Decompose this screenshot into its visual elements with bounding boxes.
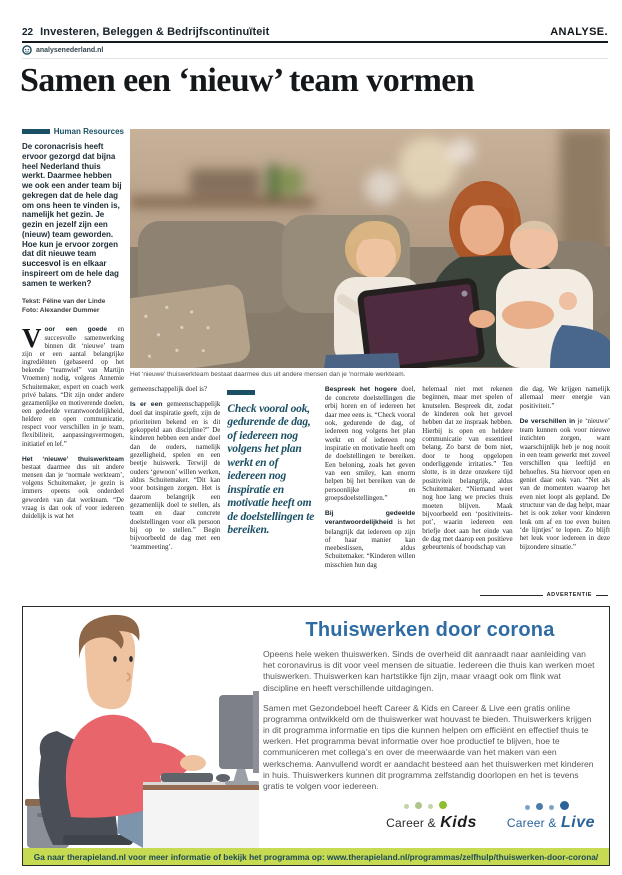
edition-label: ANALYSE. bbox=[550, 26, 608, 38]
intro-text: De coronacrisis heeft ervoor gezorgd dat bijna heel Nederland thuis werkt. Daarmee hebben we ook een ander team bij gekregen dat de hele dag om ons heen te vinden is, namelijk het gezin. Je gezin en jezelf zijn een (nieuw) team geworden. Hoe kun je ervoor zorgen dat dit nieuwe team bbox=[22, 142, 122, 259]
live-logo-dots bbox=[525, 801, 569, 810]
advert-label bbox=[480, 592, 608, 598]
advert-rule-left bbox=[480, 595, 543, 596]
paragraph-text: is het belangrijk dat iedereen op zijn of haar manier kan meebeslissen, aldus Schuitemaker. “Kinderen willen misschien hun dag bbox=[324, 518, 416, 569]
paragraph-text: bestaat daarmee dus uit andere mensen dan je ‘normale werkteam’, volgens Schuitemaker, je gezin is immers opeens ook onderdeel geworden van dat werkteam. “De vraag is dan ook of voor iedereen duidelijk is wat het bbox=[22, 463, 124, 520]
intro-column bbox=[22, 127, 124, 595]
site-url: analysenederland.nl bbox=[36, 46, 104, 54]
column-1 bbox=[130, 385, 220, 591]
advert-label-text: ADVERTENTIE bbox=[546, 592, 592, 598]
column-4 bbox=[520, 385, 610, 591]
kicker-bar bbox=[22, 129, 50, 134]
advert-rule-right bbox=[596, 595, 608, 596]
logo-text-prefix: Career & bbox=[386, 816, 436, 831]
text-credit: Tekst: Féline van der Linde bbox=[22, 298, 106, 306]
site-row bbox=[22, 45, 103, 55]
section-title: Investeren, Beleggen & Bedrijfscontinuïteit bbox=[40, 26, 270, 38]
column-2 bbox=[325, 385, 415, 591]
body-paragraph bbox=[22, 456, 124, 521]
paragraph-text: die dag. We krijgen namelijk allemaal meer energie van positiviteit.” bbox=[519, 385, 610, 410]
career-and-kids-logo bbox=[386, 801, 477, 832]
paragraph-lead: De verschillen in bbox=[519, 417, 576, 425]
paragraph-text: gemeenschappelijk doel is? bbox=[130, 385, 207, 393]
paragraph-text: gemeenschappelijk doel dat inspiratie geeft, zijn de prioriteiten bekend en is dit gekoppeld aan discipline?” De kinderen hebben een ander doel dan de ouders, namelijk gezelligheid, spelen en een beetje huiswerk. Terwijl de ouders ‘gewoon’ willen werken, aldus Schuitemaker. “Dit kan voor botsingen zorgen. Het is daarom belangrijk een gezamenlijk doel te stellen, als team en daar concrete doelstellingen voor elk persoon bij op te stellen.” Begin bijvoorbeeld de dag met een ‘teammeeting’. bbox=[130, 400, 221, 551]
paragraph-text: doel, de concrete doelstellingen die erbij horen en of iedereen het daar mee eens is. “Check vooral ook, gedurende de dag, of iedereen nog volgens het plan werkt en of iedereen nog inspiratie en motivatie heeft om de doelstellingen te bereiken. Een beloning, zoals het geven van een smiley, kan enorm helpen bij het bereiken van de persoonlijke en groepsdoelstellingen.” bbox=[324, 385, 416, 503]
photo-credit: Foto: Alexander Dummer bbox=[22, 307, 100, 315]
page-number: 22 bbox=[22, 27, 34, 38]
article-columns bbox=[130, 385, 610, 591]
paragraph-lead: Is er een bbox=[130, 401, 163, 409]
kids-logo-dots bbox=[404, 801, 447, 809]
article-headline: Samen een ‘nieuw’ team vormen bbox=[20, 62, 475, 99]
header-divider bbox=[22, 58, 608, 59]
byline bbox=[22, 297, 124, 315]
masthead bbox=[22, 26, 608, 43]
article-intro bbox=[22, 142, 124, 288]
advert-logos bbox=[263, 801, 597, 832]
intro-bold-word: succesvol bbox=[22, 259, 61, 268]
analyse-logo-icon bbox=[22, 45, 32, 55]
kicker bbox=[22, 127, 124, 136]
body-paragraph bbox=[22, 323, 124, 448]
paragraph-text: je ‘nieuwe’ team kunnen ook voor nieuwe inzichten zorgen, want waarschijnlijk heb je nog nooit in een team gewerkt met zoveel verschillen qua leeftijd en behoeftes. Sta hiervoor open en geniet daar ook van. “Net als van de momenten waarop het even niet loopt als gepland. De structuur van de dag helpt, maar het is ook zeker voor kinderen leuk om af en toe even buiten ‘de lijntjes’ te lopen. Zo blijft het leuk voor iedereen in deze bijzondere situatie.” bbox=[519, 416, 610, 551]
body-paragraph bbox=[520, 417, 610, 551]
paragraph-lead: Bij gedeelde verantwoordelijkheid bbox=[324, 510, 416, 527]
advert-heading: Thuiswerken door corona bbox=[305, 619, 555, 641]
logo-text-prefix: Career & bbox=[506, 816, 557, 831]
photo-caption: Het ‘nieuwe’ thuiswerkteam bestaat daarmee dus uit andere mensen dan je ‘normale werkteam. bbox=[130, 371, 406, 378]
paragraph-lead: Het ‘nieuwe’ thuiswerkteam bbox=[22, 455, 124, 463]
body-paragraph bbox=[520, 385, 610, 410]
home-office-illustration bbox=[23, 607, 259, 848]
pullquote-column bbox=[227, 385, 317, 591]
kicker-label: Human Resources bbox=[53, 127, 124, 136]
body-paragraph bbox=[325, 509, 415, 569]
body-paragraph bbox=[325, 385, 415, 502]
body-paragraph bbox=[130, 400, 220, 551]
family-photo bbox=[130, 129, 610, 368]
paragraph-text: en succesvolle samenwerking binnen dit ‘nieuwe’ team zijn er een aantal belangrijke ingrediënten (gebaseerd op het bekende “teamwiel” van Martijn Vroemen) nodig, volgens Annemie Schuitemaker, expert en coach werk privé balans. “Dit zijn onder andere gezamenlijke en motiverende doelen, een gedeelde verantwoordelijkheid, heldere en open communicatie, respect voor verschillen in je team, flexibiliteit, aanpassingsvermogen, initiatief en lef.” bbox=[22, 326, 124, 448]
column-3 bbox=[422, 385, 512, 591]
intro-text-tail: is en elkaar inspireert om de hele dag samen te werken? bbox=[22, 259, 119, 288]
career-and-live-logo bbox=[507, 801, 595, 832]
paragraph-lead: Bespreek het hogere bbox=[324, 386, 398, 393]
advertisement bbox=[22, 606, 610, 866]
paragraph-lead: oor een goede bbox=[44, 326, 108, 334]
logo-text-name: Live bbox=[560, 814, 595, 832]
paragraph-text: helemaal niet met rekenen beginnen, maar met spelen of knutselen. Bespreek dit, zodat de kinderen ook het gevoel hebben dat ze inspraak hebben. Hierbij is open en heldere communicatie van essentieel belang. Zo barst de bom niet, door te hoog opgelopen onderliggende irritaties.” Ten slotte, is in deze onzekere tijd positiviteit belangrijk, aldus Schuitemaker. “Niemand weet nog hoe lang we precies thuis moeten blijven. Maak bijvoorbeeld een ‘positiviteits-pot’, waarin iedereen een briefje doet aan het einde van de dag met daarop een positieve gebeurtenis of boodschap van bbox=[422, 385, 513, 552]
pullquote-bar bbox=[227, 390, 255, 395]
advert-url-bar: Ga naar therapieland.nl voor meer informatie of bekijk het programma op: www.therapieland.nl/programmas/zelfhulp/thuiswerken-door-corona/ bbox=[23, 848, 609, 865]
pull-quote: Check vooral ook, gedurende de dag, of iedereen nog volgens het plan werkt en of iedereen nog inspiratie en motivatie heeft om de doelstellingen te bereiken. bbox=[227, 403, 315, 537]
advert-content bbox=[263, 619, 597, 832]
body-paragraph bbox=[130, 385, 220, 393]
body-paragraph bbox=[422, 385, 512, 552]
advert-paragraph-1: Opeens hele weken thuiswerken. Sinds de overheid dit aanraadt naar aanleiding van het coronavirus is dit voor veel mensen de situatie. Iedereen die thuis kan werken moet thuiswerken. Thuiswerken kan hartstikke fijn zijn, maar vraagt ook om flink wat discipline en heeft verschillende uitdagingen. bbox=[263, 649, 595, 693]
logo-text-name: Kids bbox=[440, 814, 477, 832]
drop-cap: V bbox=[22, 323, 42, 354]
advert-paragraph-2: Samen met Gezondeboel heeft Career & Kids en Career & Live een gratis online programma ontwikkeld om de thuiswerker wat houvast te bieden. Thuiswerkers krijgen in dit programma informatie en tips die kunnen helpen om efficiënt en effectief thuis te werken. Het programma bevat informatie over hoe productief te blijven, hoe te communiceren met collega’s en over de meerwaarde van het maken van een werkschema. Aanvullend wordt er aandacht besteed aan het thuiswerken met kinderen in huis. Thuiswerkers kunnen dit programma zelfstandig doorlopen en het is tevens gratis te volgen voor iedereen. bbox=[263, 702, 594, 791]
